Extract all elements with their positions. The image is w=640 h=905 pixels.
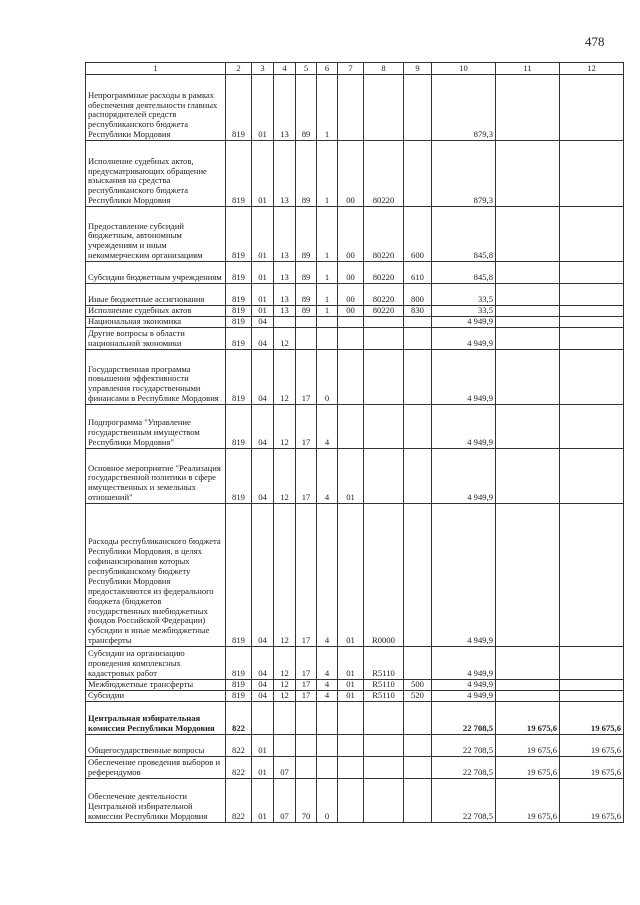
row-name-cell: Субсидии на организацию проведения комплексных кадастровых работ: [86, 647, 226, 680]
column-header: 8: [364, 63, 404, 75]
table-cell: 89: [296, 141, 317, 207]
table-cell: [404, 504, 432, 647]
table-cell: 01: [252, 757, 274, 779]
table-cell: [274, 317, 296, 328]
table-cell: 1: [317, 141, 338, 207]
table-cell: 4 949,9: [432, 449, 496, 504]
table-cell: 1: [317, 207, 338, 262]
table-cell: 819: [226, 317, 252, 328]
table-row: [86, 306, 624, 317]
row-name-cell: Расходы республиканского бюджета Республики Мордовия, в целях софинансирования которых республиканскому бюджету Республики Мордовия предоставляются из федерального бюджета (бюджетов государственных внебюджетных фондов Российской Федерации) субсидии и иные межбюджетные трансферты: [86, 504, 226, 647]
table-cell: [338, 757, 364, 779]
budget-table: [85, 62, 624, 823]
row-name-cell: Центральная избирательная комиссия Республики Мордовия: [86, 702, 226, 735]
table-cell: [338, 735, 364, 757]
table-cell: [317, 328, 338, 350]
table-cell: [496, 284, 560, 306]
table-cell: 4 949,9: [432, 328, 496, 350]
table-cell: 04: [252, 691, 274, 702]
table-cell: 89: [296, 306, 317, 317]
table-cell: 13: [274, 207, 296, 262]
table-cell: 17: [296, 449, 317, 504]
table-cell: [364, 449, 404, 504]
table-cell: 4: [317, 504, 338, 647]
table-cell: 07: [274, 757, 296, 779]
table-cell: [496, 317, 560, 328]
table-cell: [496, 691, 560, 702]
table-cell: 89: [296, 207, 317, 262]
table-cell: [560, 207, 624, 262]
table-cell: 17: [296, 691, 317, 702]
table-cell: 1: [317, 284, 338, 306]
row-name-cell: Субсидии бюджетным учреждениям: [86, 262, 226, 284]
table-row: [86, 207, 624, 262]
table-cell: 89: [296, 262, 317, 284]
table-cell: [364, 735, 404, 757]
table-cell: [364, 779, 404, 823]
table-cell: 80220: [364, 306, 404, 317]
table-cell: 610: [404, 262, 432, 284]
table-cell: 600: [404, 207, 432, 262]
row-name-cell: Обеспечение проведения выборов и референдумов: [86, 757, 226, 779]
table-cell: [338, 350, 364, 405]
row-name-cell: Субсидии: [86, 691, 226, 702]
table-row: [86, 647, 624, 680]
table-cell: [296, 735, 317, 757]
row-name-cell: Государственная программа повышения эффективности управления государственными финансами в Республике Мордовия: [86, 350, 226, 405]
table-cell: 17: [296, 405, 317, 449]
table-cell: 19 675,6: [496, 702, 560, 735]
row-name-cell: Подпрограмма "Управление государственным имуществом Республики Мордовия": [86, 405, 226, 449]
table-cell: 01: [252, 779, 274, 823]
table-cell: 17: [296, 647, 317, 680]
table-row: [86, 691, 624, 702]
table-cell: 19 675,6: [560, 757, 624, 779]
table-cell: 845,8: [432, 262, 496, 284]
table-cell: [404, 735, 432, 757]
table-cell: 01: [252, 306, 274, 317]
table-cell: 4: [317, 691, 338, 702]
table-cell: 80220: [364, 262, 404, 284]
table-cell: [560, 306, 624, 317]
table-cell: 04: [252, 504, 274, 647]
table-cell: 12: [274, 449, 296, 504]
table-row: [86, 350, 624, 405]
table-cell: [496, 75, 560, 141]
table-cell: [364, 317, 404, 328]
table-cell: [560, 328, 624, 350]
table-cell: 4: [317, 405, 338, 449]
table-cell: 89: [296, 284, 317, 306]
table-row: [86, 141, 624, 207]
table-cell: [338, 75, 364, 141]
table-cell: 00: [338, 306, 364, 317]
table-cell: 819: [226, 405, 252, 449]
table-row: [86, 405, 624, 449]
table-cell: 22 708,5: [432, 702, 496, 735]
table-cell: [364, 328, 404, 350]
table-cell: 819: [226, 350, 252, 405]
table-row: [86, 504, 624, 647]
table-cell: 819: [226, 328, 252, 350]
table-cell: [338, 328, 364, 350]
table-cell: 04: [252, 449, 274, 504]
table-cell: 800: [404, 284, 432, 306]
column-header: 10: [432, 63, 496, 75]
table-cell: 4 949,9: [432, 691, 496, 702]
table-cell: [274, 702, 296, 735]
table-cell: 1: [317, 262, 338, 284]
table-cell: [496, 504, 560, 647]
table-cell: [496, 306, 560, 317]
table-cell: 13: [274, 141, 296, 207]
row-name-cell: Межбюджетные трансферты: [86, 680, 226, 691]
column-header: 12: [560, 63, 624, 75]
table-cell: 819: [226, 504, 252, 647]
table-cell: 819: [226, 691, 252, 702]
table-cell: 19 675,6: [496, 757, 560, 779]
table-cell: [404, 779, 432, 823]
table-cell: [338, 317, 364, 328]
table-cell: 01: [252, 75, 274, 141]
column-header: 2: [226, 63, 252, 75]
table-cell: 4: [317, 449, 338, 504]
table-cell: 819: [226, 284, 252, 306]
table-cell: 12: [274, 680, 296, 691]
column-header: 1: [86, 63, 226, 75]
column-header: 4: [274, 63, 296, 75]
table-cell: [560, 141, 624, 207]
table-cell: 80220: [364, 207, 404, 262]
table-cell: 04: [252, 647, 274, 680]
table-cell: [404, 405, 432, 449]
table-cell: [252, 702, 274, 735]
table-cell: [560, 449, 624, 504]
table-cell: 819: [226, 449, 252, 504]
table-cell: [496, 680, 560, 691]
table-cell: [338, 405, 364, 449]
table-cell: 13: [274, 262, 296, 284]
table-cell: 04: [252, 328, 274, 350]
table-cell: [560, 262, 624, 284]
table-cell: 00: [338, 141, 364, 207]
table-cell: [404, 141, 432, 207]
table-cell: 500: [404, 680, 432, 691]
table-row: [86, 328, 624, 350]
table-cell: 01: [338, 449, 364, 504]
table-row: [86, 449, 624, 504]
table-cell: 845,8: [432, 207, 496, 262]
table-cell: 00: [338, 207, 364, 262]
table-cell: 0: [317, 350, 338, 405]
table-cell: 89: [296, 75, 317, 141]
table-cell: 12: [274, 647, 296, 680]
table-cell: 819: [226, 680, 252, 691]
table-cell: 01: [338, 647, 364, 680]
table-cell: [404, 757, 432, 779]
table-cell: 01: [338, 680, 364, 691]
table-cell: [560, 284, 624, 306]
table-cell: 01: [252, 262, 274, 284]
table-cell: 4 949,9: [432, 350, 496, 405]
table-cell: [364, 350, 404, 405]
table-cell: 01: [252, 735, 274, 757]
table-cell: [560, 647, 624, 680]
table-cell: 13: [274, 75, 296, 141]
table-row: [86, 735, 624, 757]
table-cell: [404, 317, 432, 328]
table-cell: 12: [274, 405, 296, 449]
table-cell: 830: [404, 306, 432, 317]
table-cell: 4 949,9: [432, 647, 496, 680]
table-cell: [560, 317, 624, 328]
table-cell: [404, 702, 432, 735]
table-cell: [364, 757, 404, 779]
table-cell: [496, 350, 560, 405]
table-cell: 19 675,6: [560, 779, 624, 823]
table-cell: 819: [226, 647, 252, 680]
column-header: 9: [404, 63, 432, 75]
table-cell: 4: [317, 680, 338, 691]
table-cell: [317, 757, 338, 779]
column-header: 11: [496, 63, 560, 75]
table-cell: 17: [296, 680, 317, 691]
table-cell: [496, 207, 560, 262]
table-cell: 04: [252, 350, 274, 405]
table-cell: [296, 757, 317, 779]
table-cell: 01: [338, 691, 364, 702]
table-cell: [404, 449, 432, 504]
table-cell: [404, 75, 432, 141]
table-cell: [296, 702, 317, 735]
table-cell: 17: [296, 350, 317, 405]
table-cell: 33,5: [432, 306, 496, 317]
table-cell: 04: [252, 317, 274, 328]
table-cell: 17: [296, 504, 317, 647]
table-cell: 04: [252, 405, 274, 449]
table-row: [86, 284, 624, 306]
table-cell: [560, 405, 624, 449]
table-cell: 01: [338, 504, 364, 647]
table-cell: 4 949,9: [432, 504, 496, 647]
table-cell: 822: [226, 779, 252, 823]
table-cell: [560, 350, 624, 405]
table-cell: [560, 75, 624, 141]
table-cell: 01: [252, 141, 274, 207]
table-cell: [364, 405, 404, 449]
column-header: 3: [252, 63, 274, 75]
table-cell: 879,3: [432, 141, 496, 207]
table-cell: 13: [274, 284, 296, 306]
table-cell: 1: [317, 306, 338, 317]
table-cell: 22 708,5: [432, 779, 496, 823]
table-cell: R5110: [364, 680, 404, 691]
table-cell: 33,5: [432, 284, 496, 306]
row-name-cell: Основное мероприятие "Реализация государственной политики в сфере имущественных и земельных отношений": [86, 449, 226, 504]
table-cell: 12: [274, 350, 296, 405]
table-row: [86, 262, 624, 284]
table-cell: 520: [404, 691, 432, 702]
table-cell: 80220: [364, 284, 404, 306]
table-cell: [364, 75, 404, 141]
table-cell: 822: [226, 702, 252, 735]
table-cell: [560, 691, 624, 702]
table-cell: [317, 702, 338, 735]
table-cell: 13: [274, 306, 296, 317]
table-cell: [496, 647, 560, 680]
table-cell: 0: [317, 779, 338, 823]
table-cell: 22 708,5: [432, 757, 496, 779]
table-cell: [496, 449, 560, 504]
row-name-cell: Национальная экономика: [86, 317, 226, 328]
table-cell: 12: [274, 504, 296, 647]
table-cell: 819: [226, 262, 252, 284]
table-row: [86, 779, 624, 823]
table-cell: [404, 328, 432, 350]
table-cell: [317, 317, 338, 328]
row-name-cell: Обеспечение деятельности Центральной избирательной комиссии Республики Мордовия: [86, 779, 226, 823]
table-cell: [338, 779, 364, 823]
table-cell: 00: [338, 284, 364, 306]
table-cell: [364, 702, 404, 735]
column-header: 5: [296, 63, 317, 75]
table-cell: 819: [226, 306, 252, 317]
table-cell: [404, 350, 432, 405]
table-row: [86, 757, 624, 779]
table-cell: 12: [274, 328, 296, 350]
table-cell: [317, 735, 338, 757]
table-cell: 04: [252, 680, 274, 691]
table-cell: 19 675,6: [496, 735, 560, 757]
row-name-cell: Непрограммные расходы в рамках обеспечения деятельности главных распорядителей средств республиканского бюджета Республики Мордовия: [86, 75, 226, 141]
row-name-cell: Иные бюджетные ассигнования: [86, 284, 226, 306]
table-cell: 4 949,9: [432, 317, 496, 328]
table-cell: 01: [252, 207, 274, 262]
table-cell: 879,3: [432, 75, 496, 141]
table-cell: 80220: [364, 141, 404, 207]
table-cell: 22 708,5: [432, 735, 496, 757]
table-cell: 4 949,9: [432, 405, 496, 449]
table-cell: 4 949,9: [432, 680, 496, 691]
row-name-cell: Общегосударственные вопросы: [86, 735, 226, 757]
table-cell: [496, 141, 560, 207]
table-cell: 70: [296, 779, 317, 823]
table-cell: 822: [226, 757, 252, 779]
table-row: [86, 75, 624, 141]
table-row: [86, 702, 624, 735]
table-cell: R0000: [364, 504, 404, 647]
table-row: [86, 680, 624, 691]
table-cell: [496, 328, 560, 350]
table-cell: 00: [338, 262, 364, 284]
table-cell: [496, 405, 560, 449]
table-cell: 19 675,6: [560, 735, 624, 757]
table-cell: 822: [226, 735, 252, 757]
row-name-cell: Исполнение судебных актов: [86, 306, 226, 317]
table-cell: [338, 702, 364, 735]
table-cell: 819: [226, 207, 252, 262]
table-cell: 4: [317, 647, 338, 680]
table-cell: 19 675,6: [560, 702, 624, 735]
table-cell: 07: [274, 779, 296, 823]
table-cell: 01: [252, 284, 274, 306]
row-name-cell: Другие вопросы в области национальной экономики: [86, 328, 226, 350]
row-name-cell: Предоставление субсидий бюджетным, автономным учреждениям и иным некоммерческим организациям: [86, 207, 226, 262]
table-cell: [296, 317, 317, 328]
table-cell: 19 675,6: [496, 779, 560, 823]
table-cell: 1: [317, 75, 338, 141]
page-number: 478: [585, 34, 605, 49]
header-row: [86, 63, 624, 75]
table-cell: 12: [274, 691, 296, 702]
table-cell: 819: [226, 141, 252, 207]
table-cell: R5110: [364, 691, 404, 702]
column-header: 7: [338, 63, 364, 75]
column-header: 6: [317, 63, 338, 75]
table-cell: [560, 504, 624, 647]
table-cell: [274, 735, 296, 757]
table-cell: 819: [226, 75, 252, 141]
row-name-cell: Исполнение судебных актов, предусматривающих обращение взыскания на средства республиканского бюджета Республики Мордовия: [86, 141, 226, 207]
table-row: [86, 317, 624, 328]
table-cell: [560, 680, 624, 691]
table-cell: R5110: [364, 647, 404, 680]
table-cell: [404, 647, 432, 680]
table-cell: [296, 328, 317, 350]
table-cell: [496, 262, 560, 284]
